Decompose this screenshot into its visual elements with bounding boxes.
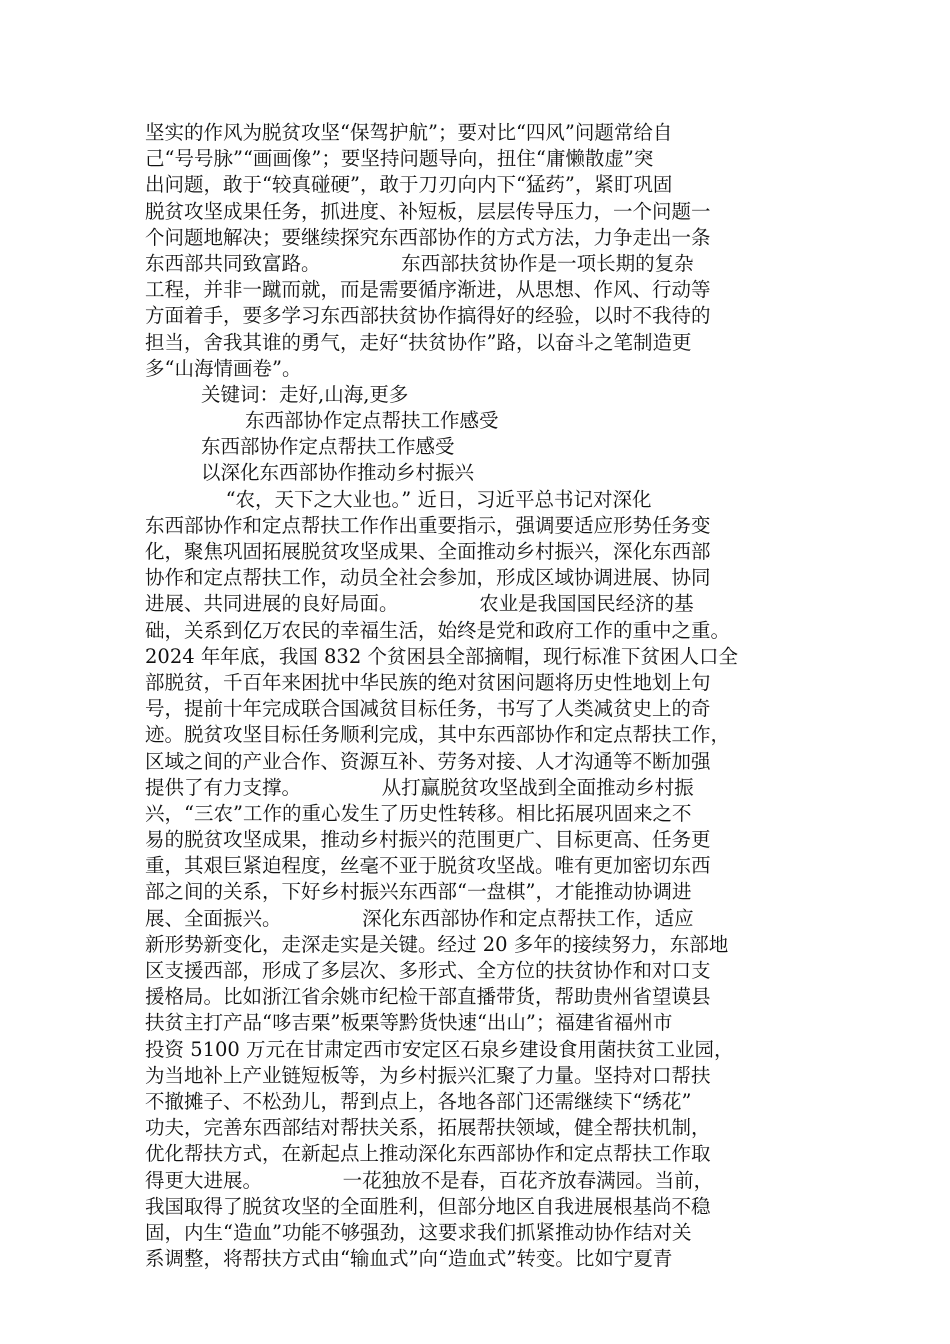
- keywords-line: 关键词：走好,山海,更多: [201, 382, 409, 406]
- document-title: 东西部协作定点帮扶工作感受: [245, 409, 499, 433]
- body-line: 展、全面振兴。 深化东西部协作和定点帮扶工作，适应: [145, 906, 694, 930]
- text-line: 出问题，敢于“较真碰硬”，敢于刀刃向内下“猛药”，紧盯巩固: [145, 173, 673, 197]
- body-line: 进展、共同进展的良好局面。 农业是我国国民经济的基: [145, 592, 694, 616]
- document-page: [145, 120, 825, 1272]
- text-line: 东西部共同致富路。 东西部扶贫协作是一项长期的复杂: [145, 251, 694, 275]
- body-line: 化，聚焦巩固拓展脱贫攻坚成果、全面推动乡村振兴，深化东西部: [145, 540, 711, 563]
- text-line: 方面着手，要多学习东西部扶贫协作搞得好的经验，以时不我待的: [145, 304, 711, 328]
- body-line: 提供了有力支撑。 从打赢脱贫攻坚战到全面推动乡村振: [145, 775, 694, 799]
- body-line: 础，关系到亿万农民的幸福生活，始终是党和政府工作的重中之重。: [145, 618, 731, 642]
- text-line: 工程，并非一蹴而就，而是需要循序渐进，从思想、作风、行动等: [145, 278, 711, 302]
- body-line: 优化帮扶方式，在新起点上推动深化东西部协作和定点帮扶工作取: [145, 1142, 711, 1166]
- body-line: 援格局。比如浙江省余姚市纪检干部直播带货，帮助贵州省望谟县: [145, 985, 711, 1009]
- body-line: 不撤摊子、不松劲儿，帮到点上，各地各部门还需继续下“绣花”: [145, 1089, 692, 1113]
- text-line: 己“号号脉”“画画像”；要坚持问题导向，扭住“庸懒散虚”突: [145, 147, 654, 171]
- body-line: 得更大进展。 一花独放不是春，百花齐放春满园。当前，: [145, 1168, 714, 1192]
- body-line: 扶贫主打产品“哆吉栗”板栗等黔货快速“出山”；福建省福州市: [145, 1011, 673, 1035]
- body-line: 我国取得了脱贫攻坚的全面胜利，但部分地区自我进展根基尚不稳: [145, 1194, 711, 1218]
- body-line: 协作和定点帮扶工作，动员全社会参加，形成区域协调进展、协同: [145, 566, 711, 590]
- body-line: 部之间的关系，下好乡村振兴东西部“一盘棋”，才能推动协调进: [145, 880, 692, 904]
- body-line: 新形势新变化，走深走实是关键。经过 20 多年的接续努力，东部地: [145, 932, 729, 956]
- body-line: 投资 5100 万元在甘肃定西市安定区石泉乡建设食用菌扶贫工业园，: [145, 1037, 734, 1061]
- body-line: 2024 年年底，我国 832 个贫困县全部摘帽，现行标准下贫困人口全: [145, 644, 738, 668]
- body-line: “农，天下之大业也。” 近日，习近平总书记对深化: [145, 487, 652, 511]
- body-line: 迹。脱贫攻坚目标任务顺利完成，其中东西部协作和定点帮扶工作，: [145, 723, 731, 747]
- body-line: 易的脱贫攻坚成果，推动乡村振兴的范围更广、目标更高、任务更: [145, 828, 711, 852]
- body-line: 兴，“三农”工作的重心发生了历史性转移。相比拓展巩固来之不: [145, 801, 692, 825]
- body-line: 区域之间的产业合作、资源互补、劳务对接、人才沟通等不断加强: [145, 749, 711, 773]
- body-line: 东西部协作和定点帮扶工作作出重要指示，强调要适应形势任务变: [145, 513, 711, 537]
- body-line: 区支援西部，形成了多层次、多形式、全方位的扶贫协作和对口支: [145, 959, 711, 982]
- body-line: 部脱贫，千百年来困扰中华民族的绝对贫困问题将历史性地划上句: [145, 670, 711, 694]
- body-line: 功夫，完善东西部结对帮扶关系，拓展帮扶领域，健全帮扶机制，: [145, 1116, 711, 1140]
- body-line: 为当地补上产业链短板等，为乡村振兴汇聚了力量。坚持对口帮扶: [145, 1063, 711, 1087]
- body-line: 号，提前十年完成联合国减贫目标任务，书写了人类减贫史上的奇: [145, 697, 711, 721]
- text-line: 脱贫攻坚成果任务，抓进度、补短板，层层传导压力，一个问题一: [145, 199, 711, 223]
- text-line: 坚实的作风为脱贫攻坚“保驾护航”；要对比“四风”问题常给自: [145, 121, 673, 144]
- text-line: 多“山海情画卷”。: [145, 356, 302, 380]
- article-title: 以深化东西部协作推动乡村振兴: [201, 461, 475, 485]
- text-line: 担当，舍我其谁的勇气，走好“扶贫协作”路，以奋斗之笔制造更: [145, 330, 692, 354]
- body-line: 系调整，将帮扶方式由“输血式”向“造血式”转变。比如宁夏青: [145, 1247, 673, 1271]
- body-line: 重，其艰巨紧迫程度，丝毫不亚于脱贫攻坚战。唯有更加密切东西: [145, 854, 711, 878]
- text-line: 个问题地解决；要继续探究东西部协作的方式方法，力争走出一条: [145, 225, 711, 249]
- body-line: 固，内生“造血”功能不够强劲，这要求我们抓紧推动协作结对关: [145, 1220, 692, 1244]
- document-subtitle: 东西部协作定点帮扶工作感受: [201, 435, 455, 459]
